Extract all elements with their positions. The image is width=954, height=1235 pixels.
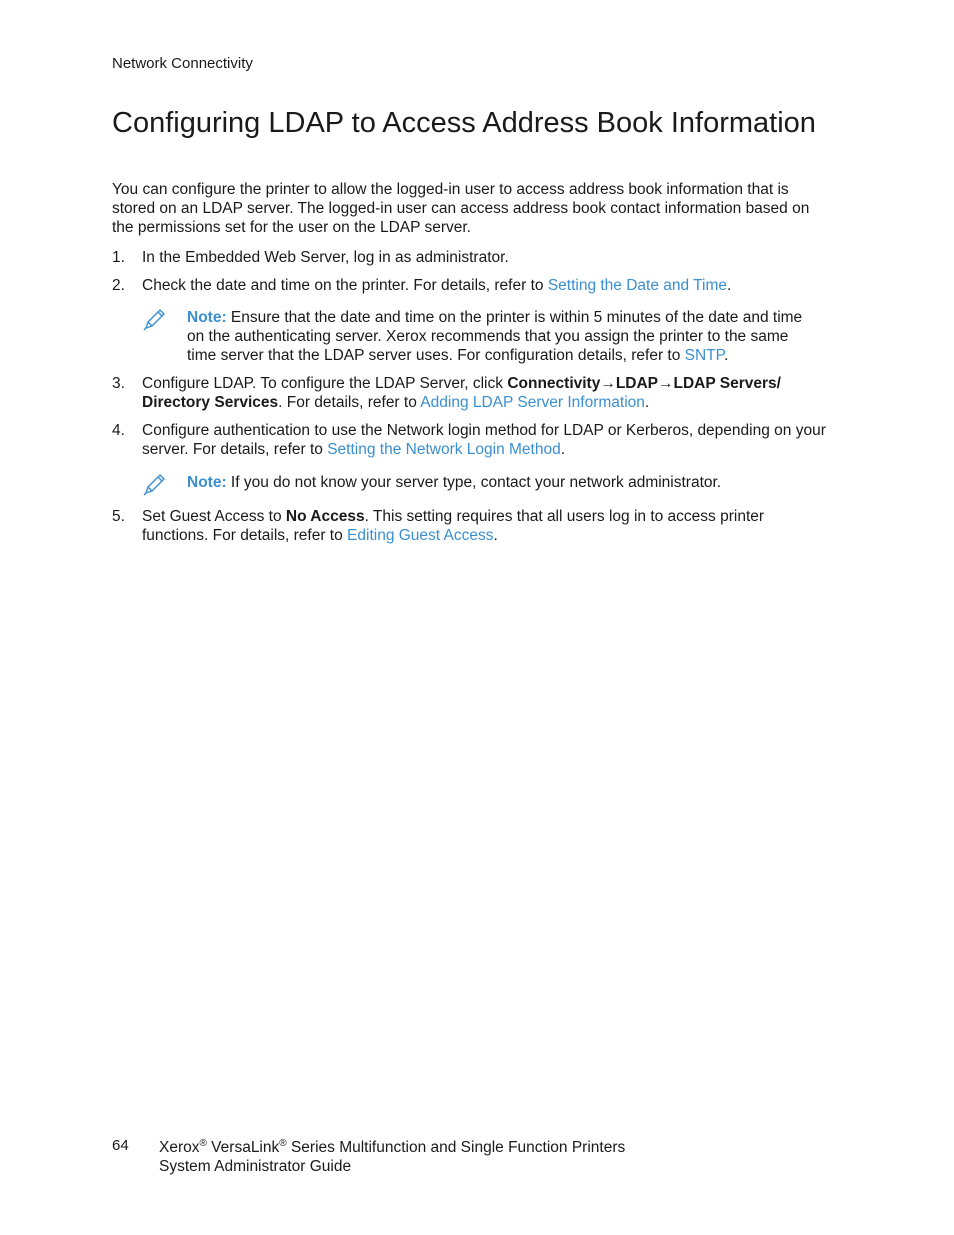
- step-text: [142, 374, 832, 412]
- step-text-part: Set Guest Access to: [142, 508, 286, 525]
- page-title: Configuring LDAP to Access Address Book Information: [112, 107, 816, 139]
- step-text: [142, 421, 832, 459]
- note-text-part: If you do not know your server type, contact your network administrator.: [226, 474, 722, 491]
- step-text-part: .: [493, 527, 498, 544]
- note-text: [187, 473, 817, 492]
- link-sntp[interactable]: SNTP: [684, 347, 725, 364]
- note-text-part: .: [724, 347, 729, 364]
- footer-brand: VersaLink: [206, 1139, 280, 1156]
- registered-mark: ®: [279, 1137, 287, 1149]
- menu-path: Connectivity→LDAP→LDAP Servers/ Directory Services: [142, 375, 781, 411]
- link-adding-ldap-server[interactable]: Adding LDAP Server Information: [420, 394, 645, 411]
- footer-brand: Xerox: [159, 1139, 200, 1156]
- footer-product-rest: Series Multifunction and Single Function Printers: [286, 1139, 626, 1156]
- step-number: 4.: [112, 422, 125, 439]
- registered-mark: ®: [199, 1137, 207, 1149]
- step-text-part: Configure authentication to use the Network login method for LDAP or Kerberos, depending on your server. For details, refer to: [142, 422, 826, 458]
- intro-paragraph: You can configure the printer to allow the logged-in user to access address book information that is stored on an LDAP server. The logged-in user can access address book contact information based on the permissions set for the user on the LDAP server.: [112, 181, 810, 236]
- step-text-part: .: [727, 277, 732, 294]
- footer-product-line: [159, 1138, 625, 1157]
- step-text: [142, 507, 832, 545]
- note-label: Note:: [187, 474, 227, 491]
- step-text-part: Configure LDAP. To configure the LDAP Server, click: [142, 375, 508, 392]
- note-text-part: Ensure that the date and time on the printer is within 5 minutes of the date and time on the authenticating server. Xerox recommends that you assign the printer to the same time server that the LDAP server uses. For configuration details, refer to: [187, 309, 803, 364]
- pencil-icon: [142, 306, 168, 332]
- step-text: In the Embedded Web Server, log in as administrator.: [142, 249, 509, 266]
- step-number: 3.: [112, 375, 125, 392]
- running-header: Network Connectivity: [112, 55, 253, 72]
- footer-product: [159, 1138, 625, 1176]
- link-network-login-method[interactable]: Setting the Network Login Method: [327, 441, 561, 458]
- step-text-part: .: [644, 394, 650, 411]
- step-text-part: Check the date and time on the printer. For details, refer to: [142, 277, 548, 294]
- pencil-icon: [142, 471, 168, 497]
- note-label: Note:: [187, 309, 227, 326]
- step-text: [142, 276, 832, 295]
- step-number: 1.: [112, 249, 125, 266]
- link-editing-guest-access[interactable]: Editing Guest Access: [347, 527, 494, 544]
- footer-guide: System Administrator Guide: [159, 1158, 352, 1175]
- step-text-part: .: [560, 441, 566, 458]
- setting-value: No Access: [285, 508, 365, 525]
- step-number: 5.: [112, 508, 125, 525]
- page-number: 64: [112, 1137, 129, 1154]
- step-text-part: . This setting requires that all users log in to access printer functions. For details, refer to: [142, 508, 765, 544]
- link-setting-date-time[interactable]: Setting the Date and Time: [547, 277, 728, 294]
- step-number: 2.: [112, 277, 125, 294]
- note-text: [187, 308, 817, 365]
- step-text-part: . For details, refer to: [278, 394, 421, 411]
